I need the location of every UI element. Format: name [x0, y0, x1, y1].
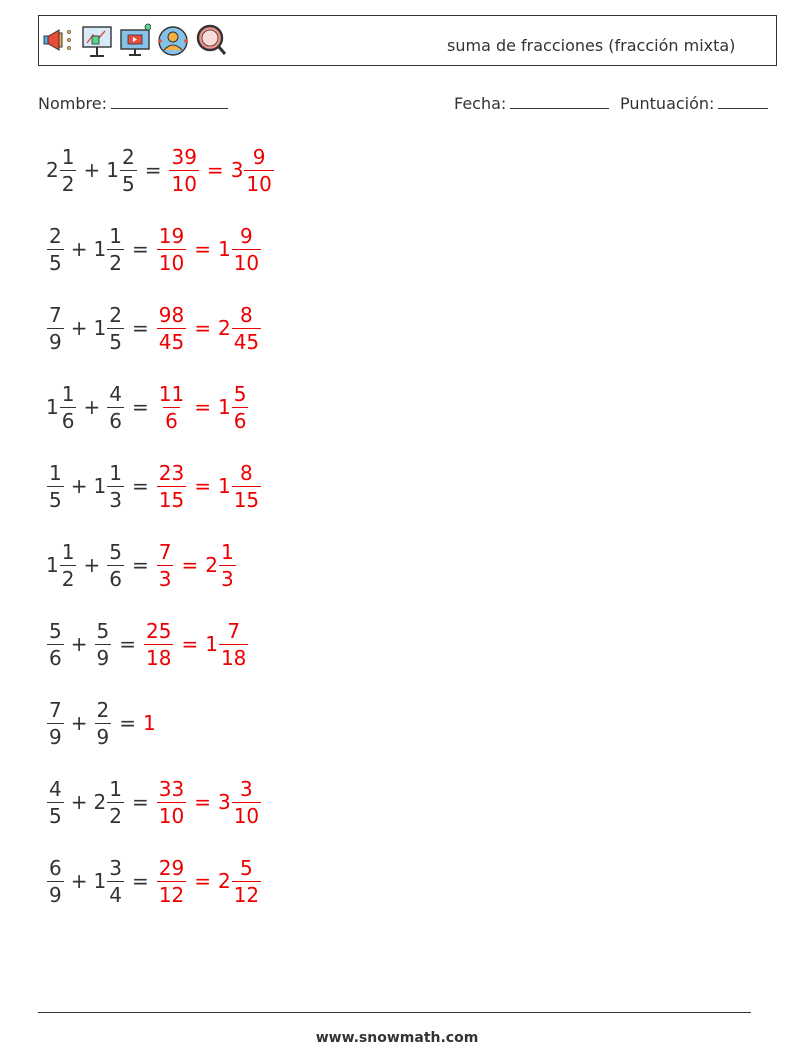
denominator: 18: [146, 645, 172, 670]
denominator: 9: [49, 882, 62, 907]
equals-sign: =: [181, 553, 199, 577]
fraction: [107, 539, 124, 592]
problem-row: [46, 851, 262, 911]
numerator: 1: [61, 539, 75, 564]
numerator: 1: [109, 776, 122, 801]
fraction: [232, 302, 261, 355]
numerator: 1: [49, 460, 62, 485]
whole-number: 2: [217, 316, 231, 340]
plus-sign: +: [70, 711, 88, 735]
denominator: 6: [165, 408, 178, 433]
numerator: 1: [109, 460, 122, 485]
denominator: 10: [158, 250, 185, 275]
equals-sign: =: [181, 632, 199, 656]
numerator: 7: [158, 539, 172, 564]
denominator: 15: [158, 487, 185, 512]
denominator: 12: [158, 882, 185, 907]
numerator: 8: [240, 460, 253, 485]
denominator: 6: [233, 408, 247, 433]
plus-sign: +: [83, 395, 101, 419]
fraction: [95, 697, 112, 750]
numerator: 1: [61, 381, 75, 406]
answer: [156, 302, 262, 355]
denominator: 6: [109, 566, 122, 591]
numerator: 98: [158, 302, 185, 327]
magnifier-icon: [195, 21, 227, 59]
presentation-board-icon: [81, 21, 113, 59]
whole-number: 3: [230, 158, 244, 182]
denominator: 3: [109, 487, 122, 512]
numerator: 7: [49, 697, 62, 722]
denominator: 45: [158, 329, 185, 354]
denominator: 2: [109, 803, 122, 828]
fraction: [47, 302, 64, 355]
equals-sign: =: [194, 237, 211, 261]
answer: [156, 460, 262, 513]
denominator: 6: [61, 408, 75, 433]
score-label: Puntuación:: [620, 94, 715, 113]
whole-number: 2: [93, 790, 107, 814]
numerator: 3: [109, 855, 122, 880]
improper-fraction: [157, 302, 186, 355]
denominator: 10: [171, 171, 197, 196]
answer: [156, 776, 262, 829]
denominator: 5: [49, 250, 62, 275]
problem-row: [46, 298, 262, 358]
whole-number: 2: [217, 869, 231, 893]
fraction: [219, 618, 248, 671]
fraction: [47, 855, 64, 908]
equals-sign: =: [194, 790, 211, 814]
improper-fraction: [157, 381, 186, 434]
whole-number: 2: [46, 158, 59, 182]
improper-fraction: [157, 223, 186, 276]
denominator: 12: [233, 882, 260, 907]
answer: [156, 539, 237, 592]
equals-sign: =: [144, 158, 162, 182]
numerator: 39: [171, 144, 197, 169]
numerator: 5: [109, 539, 122, 564]
date-label: Fecha:: [454, 94, 507, 113]
problem-row: [46, 219, 262, 279]
plus-sign: +: [70, 790, 88, 814]
numerator: 2: [96, 697, 110, 722]
fraction: [47, 460, 64, 513]
numerator: 29: [158, 855, 185, 880]
equals-sign: =: [131, 474, 149, 498]
equals-sign: =: [194, 395, 211, 419]
denominator: 15: [233, 487, 260, 512]
monitor-video-icon: [119, 21, 151, 59]
fraction: [107, 302, 124, 355]
whole-number: 1: [93, 237, 107, 261]
fraction: [47, 223, 64, 276]
equals-sign: =: [131, 869, 149, 893]
whole-number: 2: [205, 553, 218, 577]
equals-sign: =: [131, 790, 149, 814]
denominator: 5: [49, 487, 62, 512]
answer: [143, 713, 156, 733]
numerator: 8: [240, 302, 253, 327]
whole-number: 3: [217, 790, 231, 814]
equals-sign: =: [131, 553, 149, 577]
name-label: Nombre:: [38, 94, 107, 113]
numerator: 5: [233, 381, 247, 406]
fraction: [120, 144, 137, 197]
numerator: 4: [109, 381, 122, 406]
answer: [156, 223, 262, 276]
name-blank: [111, 94, 228, 109]
answer: [156, 855, 262, 908]
plus-sign: +: [70, 869, 88, 893]
denominator: 10: [233, 803, 260, 828]
name-field: [38, 94, 228, 113]
equals-sign: =: [131, 316, 149, 340]
plus-sign: +: [70, 237, 88, 261]
fraction: [244, 144, 273, 197]
denominator: 6: [109, 408, 122, 433]
denominator: 9: [96, 645, 110, 670]
problem-row: [46, 535, 237, 595]
denominator: 9: [49, 329, 62, 354]
denominator: 3: [158, 566, 172, 591]
problem-row: [46, 693, 156, 753]
numerator: 4: [49, 776, 62, 801]
whole-number: 1: [205, 632, 218, 656]
denominator: 2: [61, 171, 75, 196]
numerator: 23: [158, 460, 185, 485]
plus-sign: +: [70, 316, 88, 340]
denominator: 5: [121, 171, 135, 196]
numerator: 1: [220, 539, 234, 564]
footer-url: www.snowmath.com: [315, 1030, 479, 1046]
numerator: 6: [49, 855, 62, 880]
plus-sign: +: [70, 474, 88, 498]
improper-fraction: [157, 539, 174, 592]
fraction: [95, 618, 112, 671]
equals-sign: =: [194, 869, 211, 893]
fraction: [232, 855, 261, 908]
fraction: [60, 144, 77, 197]
plus-sign: +: [83, 553, 101, 577]
fraction: [107, 855, 124, 908]
numerator: 11: [158, 381, 185, 406]
plus-sign: +: [83, 158, 101, 182]
problem-row: [46, 456, 262, 516]
numerator: 25: [146, 618, 172, 643]
fraction: [107, 381, 124, 434]
answer-whole: 1: [143, 711, 156, 735]
denominator: 2: [61, 566, 75, 591]
numerator: 9: [252, 144, 266, 169]
equals-sign: =: [119, 632, 136, 656]
equals-sign: =: [131, 237, 149, 261]
whole-number: 1: [217, 395, 231, 419]
score-field: [620, 94, 768, 113]
improper-fraction: [144, 618, 173, 671]
fraction: [60, 381, 77, 434]
date-field: [454, 94, 609, 113]
denominator: 45: [233, 329, 260, 354]
numerator: 2: [121, 144, 135, 169]
numerator: 1: [109, 223, 122, 248]
problem-row: [46, 377, 249, 437]
denominator: 9: [49, 724, 62, 749]
equals-sign: =: [206, 158, 224, 182]
fraction: [60, 539, 77, 592]
denominator: 4: [109, 882, 122, 907]
megaphone-icon: [43, 21, 75, 59]
denominator: 10: [158, 803, 185, 828]
denominator: 3: [220, 566, 234, 591]
whole-number: 1: [217, 474, 231, 498]
denominator: 2: [109, 250, 122, 275]
whole-number: 1: [46, 553, 59, 577]
page-title: suma de fracciones (fracción mixta): [447, 36, 736, 55]
fraction: [47, 697, 64, 750]
denominator: 18: [220, 645, 247, 670]
date-blank: [510, 94, 609, 109]
answer: [156, 381, 250, 434]
improper-fraction: [157, 776, 186, 829]
fraction: [232, 223, 261, 276]
fraction: [107, 460, 124, 513]
denominator: 10: [246, 171, 272, 196]
footer-divider: [38, 1012, 751, 1013]
whole-number: 1: [93, 474, 107, 498]
plus-sign: +: [70, 632, 88, 656]
numerator: 7: [49, 302, 62, 327]
answer: [143, 618, 249, 671]
problem-row: [46, 614, 249, 674]
fraction: [232, 460, 261, 513]
denominator: 9: [96, 724, 110, 749]
equals-sign: =: [194, 474, 211, 498]
improper-fraction: [169, 144, 198, 197]
whole-number: 1: [106, 158, 119, 182]
denominator: 6: [49, 645, 62, 670]
numerator: 5: [49, 618, 62, 643]
denominator: 5: [49, 803, 62, 828]
numerator: 2: [109, 302, 122, 327]
numerator: 5: [96, 618, 110, 643]
problem-row: [46, 140, 275, 200]
fraction: [47, 776, 64, 829]
numerator: 3: [240, 776, 253, 801]
numerator: 9: [240, 223, 253, 248]
equals-sign: =: [194, 316, 211, 340]
improper-fraction: [157, 460, 186, 513]
whole-number: 1: [93, 316, 107, 340]
improper-fraction: [157, 855, 186, 908]
numerator: 33: [158, 776, 185, 801]
whole-number: 1: [46, 395, 59, 419]
numerator: 1: [61, 144, 75, 169]
fraction: [219, 539, 236, 592]
denominator: 10: [233, 250, 260, 275]
equals-sign: =: [131, 395, 149, 419]
fraction: [232, 381, 249, 434]
numerator: 5: [240, 855, 253, 880]
whole-number: 1: [217, 237, 231, 261]
fraction: [47, 618, 64, 671]
whole-number: 1: [93, 869, 107, 893]
user-target-icon: [157, 21, 189, 59]
numerator: 7: [227, 618, 241, 643]
fraction: [107, 776, 124, 829]
answer: [168, 144, 274, 197]
numerator: 2: [49, 223, 62, 248]
numerator: 19: [158, 223, 185, 248]
fraction: [107, 223, 124, 276]
denominator: 5: [109, 329, 122, 354]
header-box: [38, 15, 777, 66]
score-blank: [718, 94, 768, 109]
fraction: [232, 776, 261, 829]
problem-row: [46, 772, 262, 832]
equals-sign: =: [119, 711, 136, 735]
header-icons: [43, 21, 227, 59]
